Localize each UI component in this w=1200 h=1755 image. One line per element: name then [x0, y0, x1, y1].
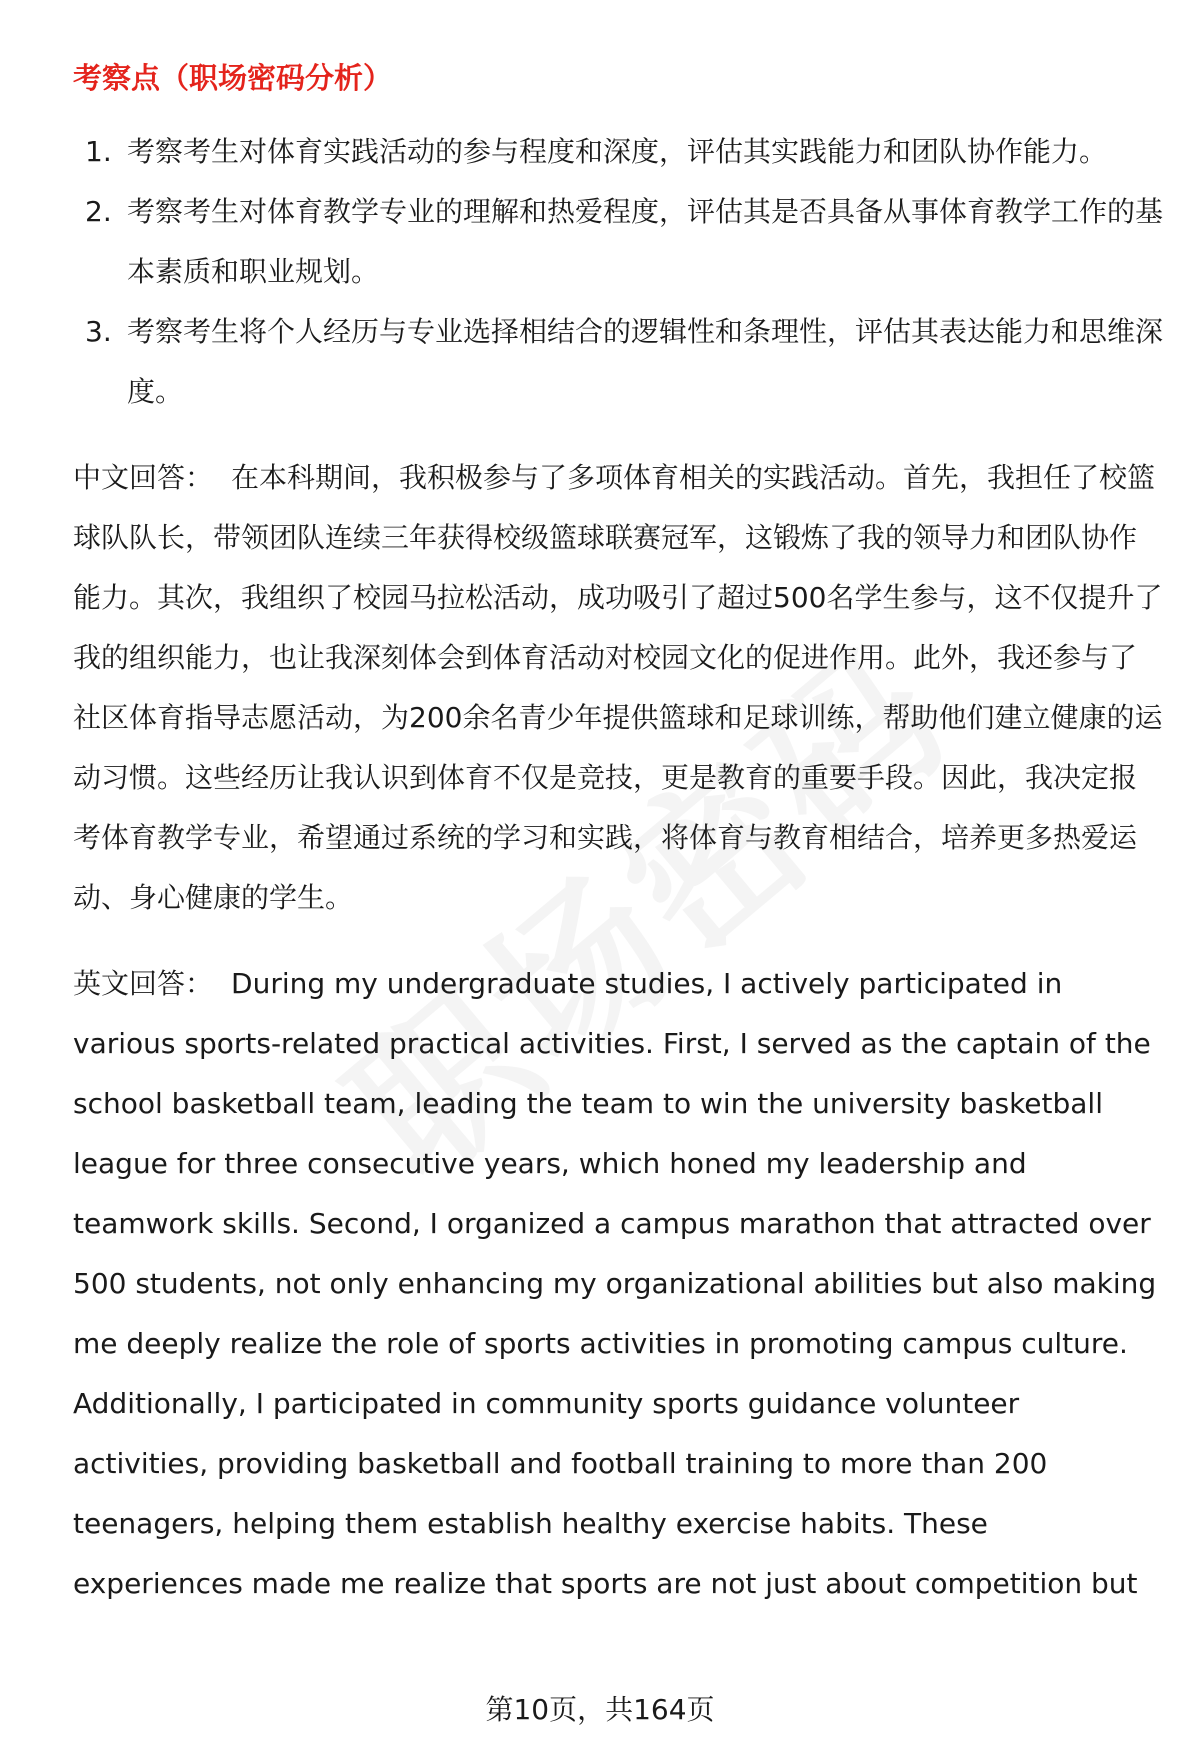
chinese-answer: [73, 448, 1163, 928]
english-answer: [73, 954, 1163, 1614]
chinese-answer-label: 中文回答：: [73, 461, 214, 494]
point-number: 3.: [85, 315, 112, 348]
section-title: 考察点（职场密码分析）: [73, 61, 393, 95]
point-text: 考察考生对体育实践活动的参与程度和深度，评估其实践能力和团队协作能力。: [127, 135, 1108, 168]
point-number: 2.: [85, 195, 112, 228]
assessment-point: [73, 302, 1163, 422]
assessment-points-list: [73, 122, 1163, 422]
page-content: [73, 58, 1163, 1614]
point-number: 1.: [85, 135, 112, 168]
english-answer-text: During my undergraduate studies, I actively participated in various sports-related practical activities. First, I served as the captain of the school basketball team, leading the team to win the university basketball league for three consecutive years, which honed my leadership and teamwork skills. Second, I organized a campus marathon that attracted over 500 students, not only enhancing my organizational abilities but also making me deeply realize the role of sports activities in promoting campus culture. Additionally, I participated in community sports guidance volunteer activities, providing basketball and football training to more than 200 teenagers, helping them establish healthy exercise habits. These experiences made me realize that sports are not just about competition but: [73, 967, 1157, 1600]
english-answer-label: 英文回答：: [73, 967, 214, 1000]
page-footer: 第10页，共164页: [485, 1693, 715, 1726]
chinese-answer-text: 在本科期间，我积极参与了多项体育相关的实践活动。首先，我担任了校篮球队队长，带领团队连续三年获得校级篮球联赛冠军，这锻炼了我的领导力和团队协作能力。其次，我组织了校园马拉松活动，成功吸引了超过500名学生参与，这不仅提升了我的组织能力，也让我深刻体会到体育活动对校园文化的促进作用。此外，我还参与了社区体育指导志愿活动，为200余名青少年提供篮球和足球训练，帮助他们建立健康的运动习惯。这些经历让我认识到体育不仅是竞技，更是教育的重要手段。因此，我决定报考体育教学专业，希望通过系统的学习和实践，将体育与教育相结合，培养更多热爱运动、身心健康的学生。: [73, 461, 1163, 914]
assessment-point: [73, 182, 1163, 302]
assessment-point: [73, 122, 1163, 182]
point-text: 考察考生将个人经历与专业选择相结合的逻辑性和条理性，评估其表达能力和思维深度。: [127, 315, 1164, 408]
point-text: 考察考生对体育教学专业的理解和热爱程度，评估其是否具备从事体育教学工作的基本素质和职业规划。: [127, 195, 1164, 288]
